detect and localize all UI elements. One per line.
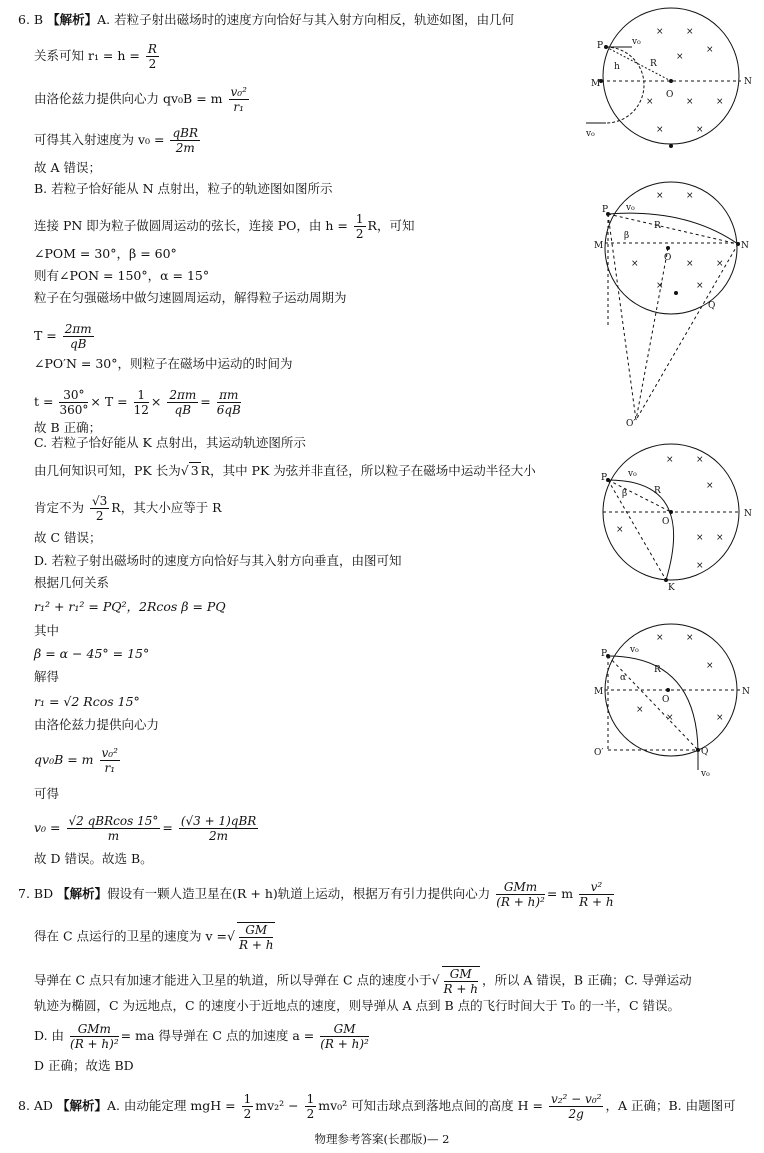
analysis-tag: 【解析】 (57, 886, 108, 901)
q6-line-19: D. 若粒子射出磁场时的速度方向恰好与其入射方向垂直，由图可知 (34, 553, 402, 568)
label-Q: Q (701, 747, 709, 757)
field-crosses (636, 633, 724, 723)
q6-line-21: r₁² + r₁² = PQ²，2Rcos β = PQ (34, 599, 226, 614)
label-P: P (601, 649, 608, 659)
q6-line-25: r₁ = √2 Rcos 15° (34, 694, 140, 709)
q7-line-1: 7. BD 【解析】假设有一颗人造卫星在(R + h)轨道上运动，根据万有引力提供向心力 $\frac{\text{GMm}}{\text{(R + h)²}}$ = m $\frac{\text{v²}}{R + h}$ (18, 880, 614, 909)
q6-line-23: β = α − 45° = 15° (34, 646, 150, 661)
svg-text:×: × (686, 191, 694, 201)
label-R: R (654, 486, 661, 496)
label-M: M (591, 79, 601, 89)
q6-line-6: B. 若粒子恰好能从 N 点射出，粒子的轨迹图如图所示 (34, 181, 333, 196)
label-P: P (602, 205, 609, 215)
q7-line-4: 轨迹为椭圆，C 为远地点，C 的速度小于近地点的速度，则导弹从 A 点到 B 点的飞行时间大于 T₀ 的一半，C 错误。 (34, 998, 681, 1013)
label-v0: v₀ (632, 37, 641, 47)
label-h: h (614, 62, 620, 72)
svg-text:×: × (656, 125, 664, 135)
label-K: K (668, 583, 675, 590)
label-O: O (666, 90, 674, 100)
label-beta: β (624, 231, 630, 241)
fraction: $\frac{\text{qBR}}{2m}$ (172, 126, 199, 155)
figure-2 (586, 178, 756, 428)
svg-text:×: × (696, 533, 704, 543)
label-beta: β (622, 489, 628, 499)
fraction: $\frac{1}{2}$ (355, 212, 364, 241)
svg-text:×: × (666, 713, 674, 723)
q6-line-20: 根据几何关系 (34, 575, 110, 590)
analysis-tag: 【解析】 (56, 1098, 107, 1113)
q7-line-3: 导弹在 C 点只有加速才能进入卫星的轨道，所以导弹在 C 点的速度小于√ $\frac{GM}{R + h}$ ，所以 A 错误，B 正确；C. 导弹运动 (34, 967, 692, 996)
svg-text:×: × (656, 191, 664, 201)
q6-line-30: 故 D 错误。故选 B。 (34, 851, 153, 866)
q6-line-14: 故 B 正确； (34, 420, 102, 435)
svg-text:×: × (716, 713, 724, 723)
page-footer: 物理参考答案(长郡版)— 2 (314, 1132, 450, 1146)
q6-line-27: qv₀B = m $\frac{\text{v₀²}}{\text{r₁}}$ (34, 746, 118, 775)
q6-line-13: t = $\frac{30^\circ}{360^\circ}$ × T = $\frac{1}{12}$ × $\frac{2\pi m}{qB}$ = $\frac{\pi m}{6qB}$ (34, 388, 241, 417)
svg-text:×: × (706, 481, 714, 491)
q7-line-6: D 正确；故选 BD (34, 1058, 134, 1073)
figure-1 (586, 4, 756, 154)
label-M: M (594, 241, 604, 251)
svg-text:×: × (666, 455, 674, 465)
q7-line-5: D. 由 $\frac{\text{GMm}}{\text{(R + h)²}}$ = ma 得导弹在 C 点的加速度 a = $\frac{GM}{\text{(R + h)²}}$ (34, 1022, 369, 1051)
trajectory-arc (606, 47, 644, 123)
svg-text:×: × (656, 633, 664, 643)
label-R: R (654, 665, 661, 675)
q6-line-22: 其中 (34, 623, 60, 638)
fraction: $\frac{2\pi m}{qB}$ (64, 322, 92, 351)
label-N: N (742, 687, 750, 697)
label-N: N (741, 241, 749, 251)
q7-line-2: 得在 C 点运行的卫星的速度为 v =√ $\frac{GM}{R + h}$ (34, 923, 274, 952)
label-P: P (601, 473, 608, 483)
label-O: O (662, 517, 670, 527)
q6-line-26: 由洛伦兹力提供向心力 (34, 717, 160, 732)
q6-line-9: 则有∠PON = 150°，α = 15° (34, 268, 210, 283)
label-alpha: α (620, 673, 627, 683)
svg-text:×: × (696, 125, 704, 135)
q6-line-1: 6. B 【解析】A. 若粒子射出磁场时的速度方向恰好与其入射方向相反，轨迹如图，由几何 (18, 12, 515, 27)
field-circle (603, 8, 739, 144)
svg-text:×: × (716, 97, 724, 107)
fraction: $\frac{\text{v₀²}}{\text{r₁}}$ (230, 85, 247, 114)
q6-line-8: ∠POM = 30°，β = 60° (34, 246, 177, 261)
svg-text:×: × (696, 281, 704, 291)
label-N: N (744, 77, 752, 87)
svg-text:×: × (706, 661, 714, 671)
svg-text:×: × (646, 97, 654, 107)
label-v0: v₀ (630, 645, 639, 655)
svg-text:×: × (696, 455, 704, 465)
q8-line-1: 8. AD 【解析】A. 由动能定理 mgH = $\frac{1}{2}$ mv₂² − $\frac{1}{2}$ mv₀² 可知击球点到落地点间的高度 H = $\frac{\text{v₂² − v₀²}}{2g}$ ，A 正确；B. 由题图可 (18, 1092, 736, 1121)
svg-text:×: × (636, 705, 644, 715)
q6-line-4: 可得其入射速度为 v₀ = $\frac{\text{qBR}}{2m}$ (34, 126, 199, 155)
svg-text:×: × (686, 27, 694, 37)
label-v0: v₀ (626, 203, 635, 213)
label-R: R (650, 59, 657, 69)
svg-text:×: × (631, 259, 639, 269)
q6-line-17: 肯定不为 $\frac{√3}{2}$ R，其大小应等于 R (34, 494, 222, 523)
q6-line-11: T = $\frac{2\pi m}{qB}$ (34, 322, 92, 351)
figure-4 (586, 620, 756, 780)
label-R: R (654, 221, 661, 231)
label-M: M (594, 687, 604, 697)
svg-text:×: × (616, 525, 624, 535)
q6-line-24: 解得 (34, 669, 60, 684)
svg-text:×: × (696, 561, 704, 571)
analysis-tag: 【解析】 (47, 12, 98, 27)
q6-line-28: 可得 (34, 786, 60, 801)
svg-text:×: × (716, 533, 724, 543)
q6-line-12: ∠PO′N = 30°，则粒子在磁场中运动的时间为 (34, 356, 293, 371)
label-N: N (744, 509, 752, 519)
label-O: O (662, 695, 670, 705)
svg-text:×: × (686, 259, 694, 269)
q6-line-16: 由几何知识可知，PK 长为√ 3 R，其中 PK 为弦并非直径，所以粒子在磁场中运动半径大小 (34, 463, 536, 478)
label-v0: v₀ (628, 469, 637, 479)
label-O-prime: O′ (626, 419, 636, 428)
label-v0-out: v₀ (586, 129, 595, 139)
field-crosses (631, 191, 724, 291)
svg-text:×: × (686, 633, 694, 643)
q6-line-29: v₀ = $\frac{\text{√2 qBRcos 15°}}{m}$ = $\frac{\text{(√3 + 1)qBR}}{2m}$ (34, 814, 257, 843)
q6-line-10: 粒子在匀强磁场中做匀速圆周运动，解得粒子运动周期为 (34, 290, 347, 305)
figure-3 (586, 440, 756, 590)
svg-text:×: × (656, 27, 664, 37)
svg-text:×: × (676, 52, 684, 62)
label-O-prime: O′ (594, 748, 604, 758)
q6-line-2: 关系可知 r₁ = h = $\frac{R}{2}$ (34, 42, 157, 71)
svg-text:×: × (706, 45, 714, 55)
q6-line-18: 故 C 错误； (34, 530, 102, 545)
q6-line-15: C. 若粒子恰好能从 K 点射出，其运动轨迹图所示 (34, 435, 306, 450)
q6-line-7: 连接 PN 即为粒子做圆周运动的弦长，连接 PO，由 h = $\frac{1}{2}$ R，可知 (34, 212, 415, 241)
q6-line-5: 故 A 错误； (34, 160, 101, 175)
svg-text:×: × (656, 281, 664, 291)
svg-text:×: × (686, 97, 694, 107)
label-Q: Q (708, 301, 716, 311)
field-circle (605, 182, 737, 314)
label-P: P (597, 41, 604, 51)
label-O: O (664, 253, 672, 263)
label-v0-out: v₀ (701, 769, 710, 779)
svg-text:×: × (716, 259, 724, 269)
fraction: $\frac{R}{2}$ (147, 42, 157, 71)
q6-line-3: 由洛伦兹力提供向心力 qv₀B = m $\frac{\text{v₀²}}{\text{r₁}}$ (34, 85, 247, 114)
